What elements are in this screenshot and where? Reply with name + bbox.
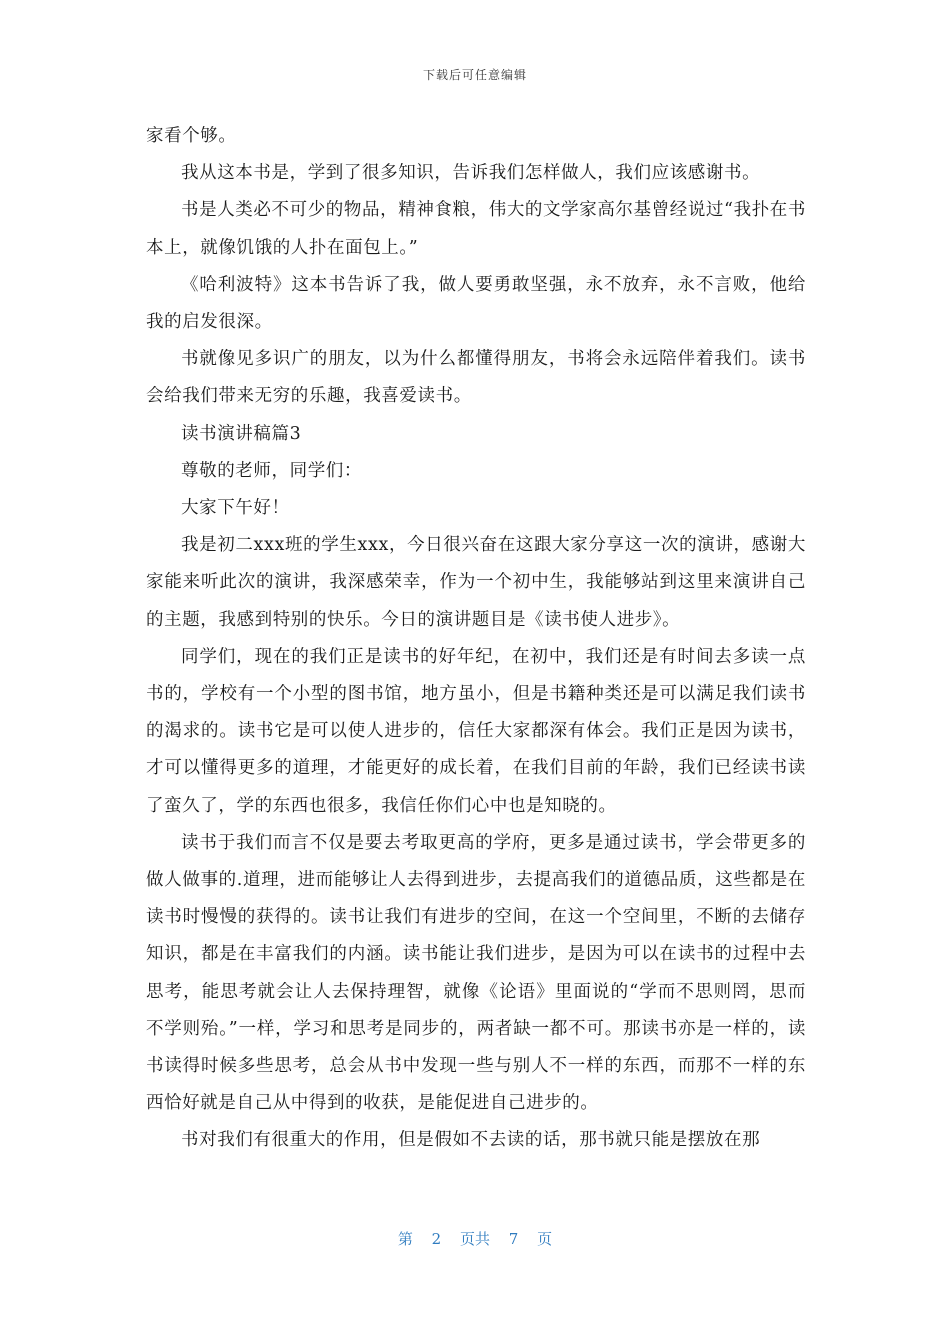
body-paragraph: 《哈利波特》这本书告诉了我，做人要勇敢坚强，永不放弃，永不言败，他给我的启发很深。 bbox=[146, 274, 806, 333]
body-paragraph: 读书演讲稿篇3 bbox=[181, 423, 302, 444]
footer-total-pages: 7 bbox=[508, 1230, 519, 1248]
footer-total-suffix: 页 bbox=[537, 1230, 553, 1248]
page-header: 下载后可任意编辑 bbox=[422, 68, 527, 82]
body-paragraph: 大家下午好！ bbox=[181, 498, 290, 519]
body-paragraph: 书就像见多识广的朋友，以为什么都懂得朋友，书将会永远陪伴着我们。读书会给我们带来无穷的乐趣，我喜爱读书。 bbox=[146, 349, 806, 407]
footer-page-label: 第 bbox=[397, 1230, 413, 1248]
body-paragraph: 我是初二xxx班的学生xxx，今日很兴奋在这跟大家分享这一次的演讲，感谢大家能来听此次的演讲，我深感荣幸，作为一个初中生，我能够站到这里来演讲自己的主题，我感到特别的快乐。今日的演讲题目是《读书使人进步》。 bbox=[146, 535, 806, 630]
footer-total-prefix: 页共 bbox=[459, 1230, 490, 1248]
footer-current-page: 2 bbox=[431, 1230, 442, 1248]
document-body bbox=[146, 118, 806, 1160]
body-paragraph: 同学们，现在的我们正是读书的好年纪，在初中，我们还是有时间去多读一点书的，学校有一个小型的图书馆，地方虽小，但是书籍种类还是可以满足我们读书的渴求的。读书它是可以使人进步的，信任大家都深有体会。我们正是因为读书，才可以懂得更多的道理，才能更好的成长着，在我们目前的年龄，我们已经读书读了蛮久了，学的东西也很多，我信任你们心中也是知晓的。 bbox=[146, 646, 806, 816]
body-paragraph: 读书于我们而言不仅是要去考取更高的学府，更多是通过读书，学会带更多的做人做事的.道理，进而能够让人去得到进步，去提高我们的道德品质，这些都是在读书时慢慢的获得的。读书让我们有进步的空间，在这一个空间里，不断的去储存知识，都是在丰富我们的内涵。读书能让我们进步，是因为可以在读书的过程中去思考，能思考就会让人去保持理智，就像《论语》里面说的“学而不思则罔，思而不学则殆。”一样，学习和思考是同步的，两者缺一都不可。那读书亦是一样的，读书读得时候多些思考，总会从书中发现一些与别人不一样的东西，而那不一样的东西恰好就是自己从中得到的收获，是能促进自己进步的。 bbox=[146, 832, 806, 1114]
page-footer bbox=[0, 1228, 950, 1249]
body-paragraph: 书是人类必不可少的物品，精神食粮，伟大的文学家高尔基曾经说过“我扑在书本上，就像饥饿的人扑在面包上。” bbox=[146, 200, 806, 258]
body-paragraph: 书对我们有很重大的作用，但是假如不去读的话，那书就只能是摆放在那 bbox=[181, 1130, 761, 1151]
body-paragraph: 尊敬的老师，同学们： bbox=[181, 460, 362, 481]
body-paragraph: 我从这本书是，学到了很多知识，告诉我们怎样做人，我们应该感谢书。 bbox=[181, 163, 761, 184]
body-paragraph: 家看个够。 bbox=[146, 126, 237, 146]
